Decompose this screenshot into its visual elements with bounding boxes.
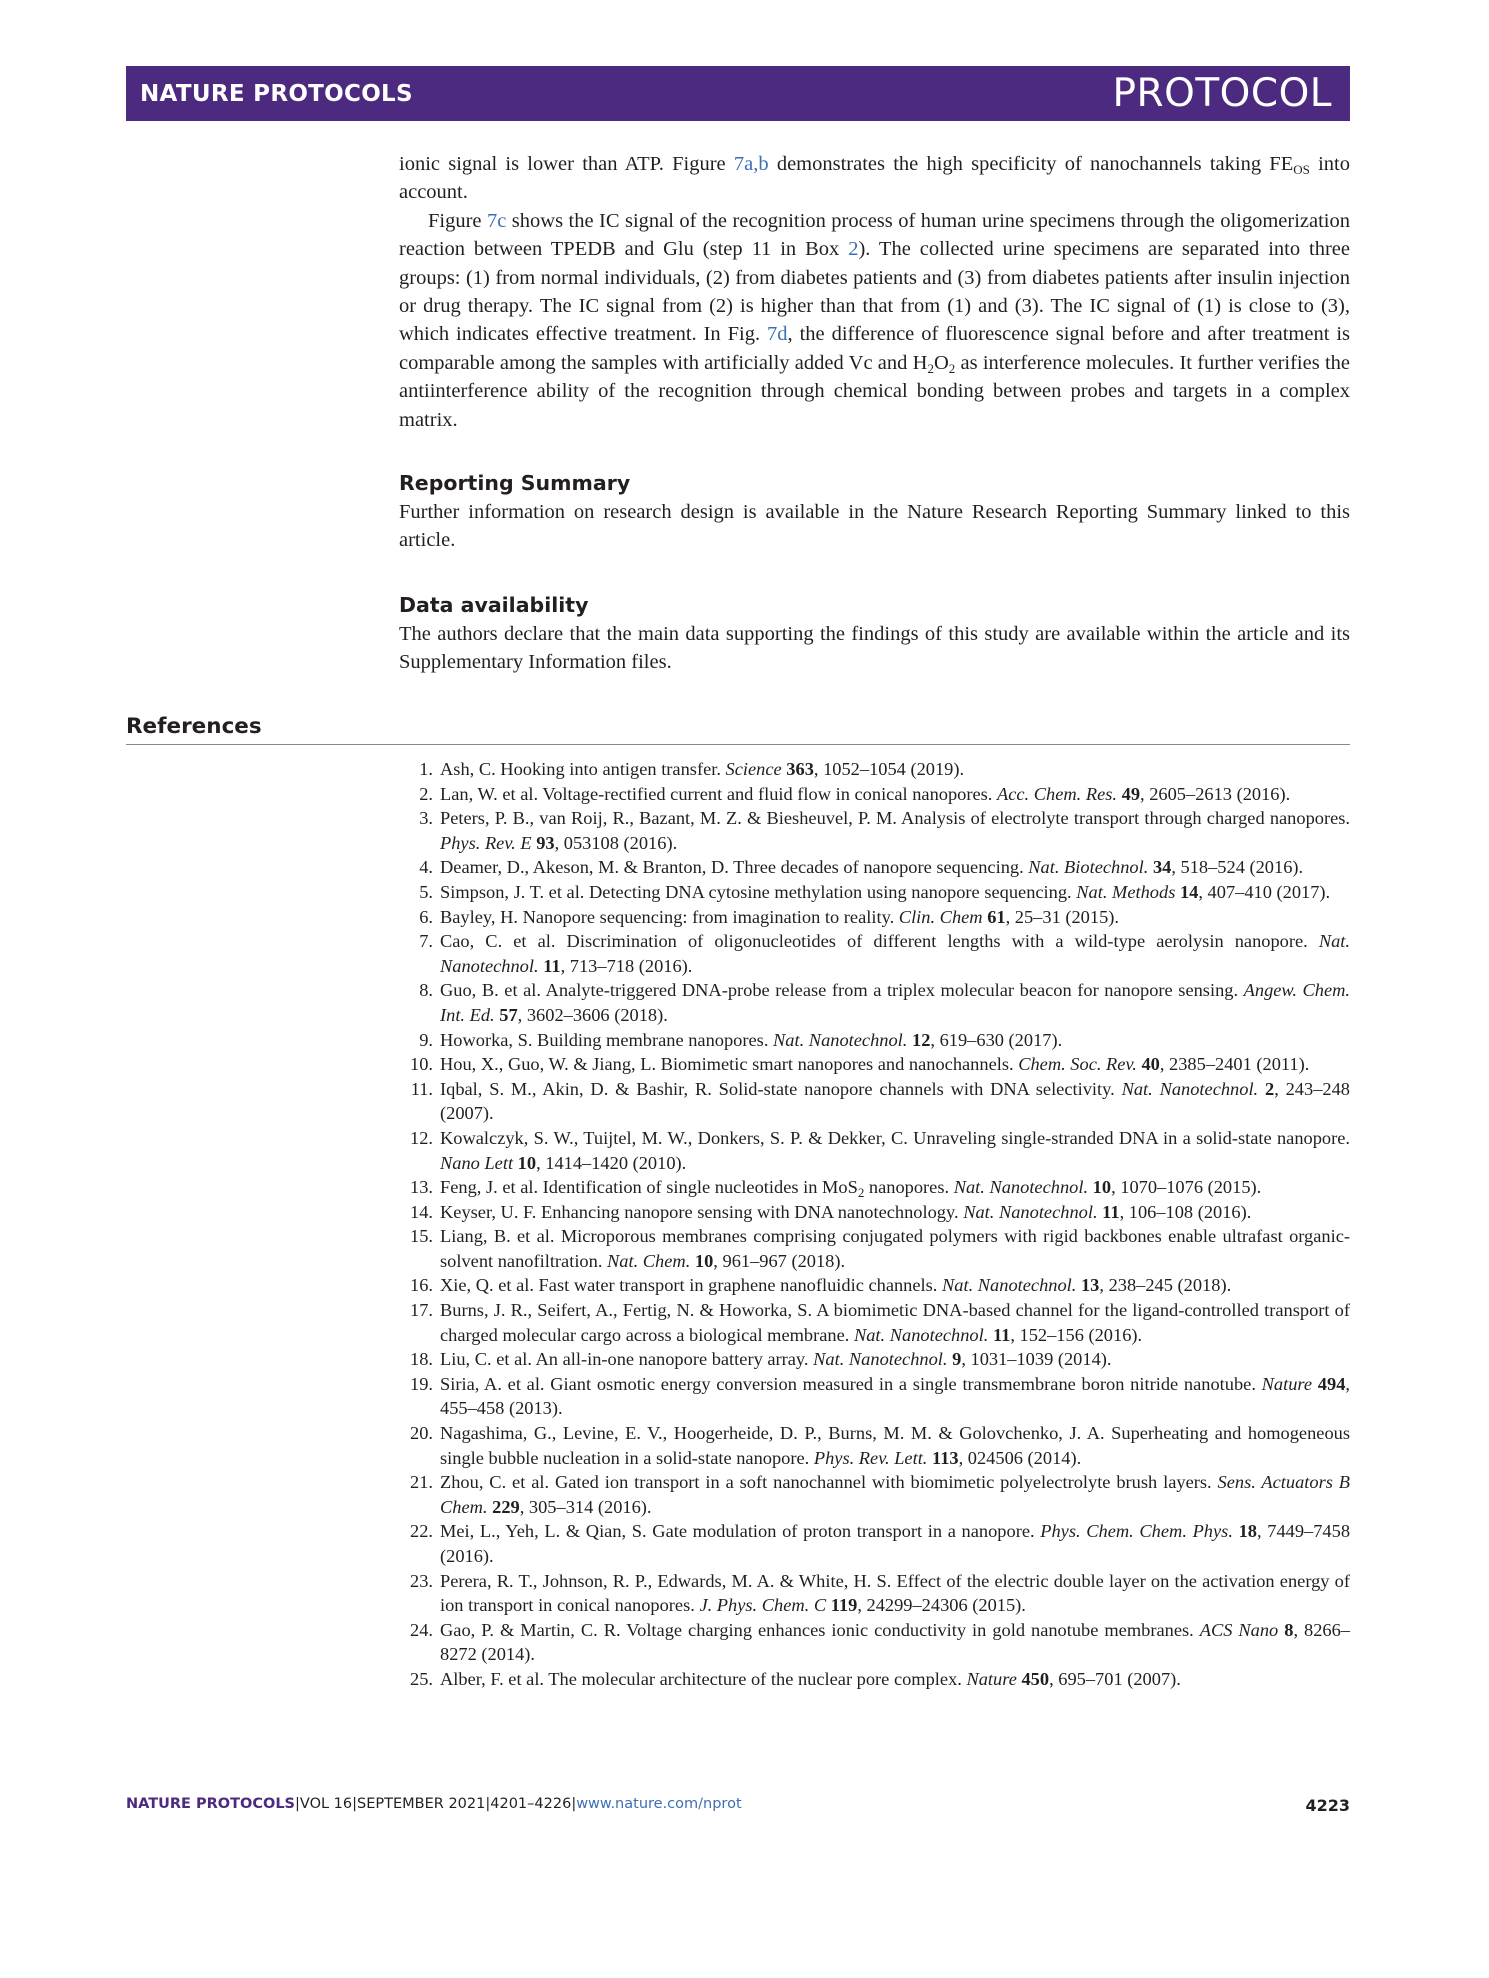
reference-text: Peters, P. B., van Roij, R., Bazant, M. Z. & Biesheuvel, P. M. Analysis of electrolyte transport through charged nanopores. Phys. Rev. E 93, 053108 (2016).	[440, 808, 1350, 853]
reference-number: 24.	[410, 1619, 433, 1640]
reference-text: Lan, W. et al. Voltage-rectified current and fluid flow in conical nanopores. Acc. Chem. Res. 49, 2605–2613 (2016).	[440, 783, 1291, 804]
reference-number: 20.	[410, 1423, 433, 1444]
data-availability-text	[399, 620, 1350, 677]
reference-number: 13.	[410, 1177, 433, 1198]
footer-url-link[interactable]: www.nature.com/nprot	[576, 1796, 742, 1812]
reference-text: Bayley, H. Nanopore sequencing: from imagination to reality. Clin. Chem 61, 25–31 (2015).	[440, 906, 1119, 927]
reference-item	[399, 1126, 1350, 1175]
reference-item	[399, 1421, 1350, 1470]
reference-number: 5.	[419, 881, 433, 902]
reference-text: Liu, C. et al. An all-in-one nanopore battery array. Nat. Nanotechnol. 9, 1031–1039 (2014).	[440, 1349, 1112, 1370]
reference-item	[399, 1298, 1350, 1347]
reference-item	[399, 1372, 1350, 1421]
reporting-summary-text	[399, 498, 1350, 555]
reference-text: Cao, C. et al. Discrimination of oligonucleotides of different lengths with a wild-type aerolysin nanopore. Nat. Nanotechnol. 11, 713–718 (2016).	[440, 931, 1350, 976]
footer-volume: VOL 16	[299, 1796, 353, 1812]
paragraph-2: Figure 7c shows the IC signal of the recognition process of human urine specimens through the oligomerization reaction between TPEDB and Glu (step 11 in Box 2). The collected urine specimens are separated into three groups: (1) from normal individuals, (2) from diabetes patients and (3) from diabetes patients after insulin injection or drug therapy. The IC signal from (2) is higher than that from (1) and (3). The IC signal of (1) is close to (3), which indicates effective treatment. In Fig. 7d, the difference of fluorescence signal before and after treatment is comparable among the samples with artificially added Vc and $H_2O_2$ as interference molecules. It further verifies the antiinterference ability of the recognition through chemical bonding between probes and targets in a complex matrix.	[399, 209, 1351, 431]
reference-text: Kowalczyk, S. W., Tuijtel, M. W., Donkers, S. P. & Dekker, C. Unraveling single-stranded DNA in a solid-state nanopore. Nano Lett 10, 1414–1420 (2010).	[440, 1127, 1350, 1173]
reference-text: Iqbal, S. M., Akin, D. & Bashir, R. Solid-state nanopore channels with DNA selectivity. Nat. Nanotechnol. 2, 243–248 (2007).	[440, 1078, 1350, 1124]
reporting-summary-paragraph: Further information on research design is available in the Nature Research Reporting Summary linked to this article.	[399, 501, 1350, 552]
reference-text: Zhou, C. et al. Gated ion transport in a soft nanochannel with biomimetic polyelectrolyte brush layers. Sens. Actuators B Chem. 229, 305–314 (2016).	[440, 1472, 1351, 1517]
reference-item	[399, 1667, 1350, 1692]
reference-text: Guo, B. et al. Analyte-triggered DNA-probe release from a triplex molecular beacon for nanopore sensing. Angew. Chem. Int. Ed. 57, 3602–3606 (2018).	[440, 980, 1351, 1025]
reference-item	[399, 1273, 1350, 1298]
reference-number: 22.	[410, 1521, 433, 1542]
journal-banner	[126, 66, 1350, 121]
reference-item	[399, 855, 1350, 880]
reference-item	[399, 880, 1350, 905]
reference-text: Hou, X., Guo, W. & Jiang, L. Biomimetic smart nanopores and nanochannels. Chem. Soc. Rev. 40, 2385–2401 (2011).	[440, 1054, 1310, 1075]
reference-number: 15.	[410, 1226, 433, 1247]
footer-pages: 4201–4226	[490, 1796, 572, 1812]
reference-text: Mei, L., Yeh, L. & Qian, S. Gate modulation of proton transport in a nanopore. Phys. Chem. Chem. Phys. 18, 7449–7458 (2016).	[440, 1521, 1351, 1566]
reference-number: 1.	[419, 759, 433, 779]
reference-item	[399, 1200, 1350, 1225]
reference-number: 4.	[419, 857, 433, 878]
reference-text: Keyser, U. F. Enhancing nanopore sensing with DNA nanotechnology. Nat. Nanotechnol. 11, 106–108 (2016).	[440, 1201, 1252, 1222]
reference-number: 25.	[410, 1668, 433, 1689]
reference-list	[399, 757, 1350, 1692]
reference-text: Nagashima, G., Levine, E. V., Hoogerheide, D. P., Burns, M. M. & Golovchenko, J. A. Superheating and homogeneous single bubble nucleation in a solid-state nanopore. Phys. Rev. Lett. 113, 024506 (2014).	[440, 1423, 1350, 1468]
reference-item	[399, 1569, 1350, 1618]
reference-number: 10.	[410, 1054, 433, 1075]
reference-item	[399, 806, 1350, 855]
reference-item	[399, 782, 1350, 807]
reference-number: 18.	[410, 1349, 433, 1370]
reference-number: 8.	[419, 980, 433, 1001]
reference-text: Simpson, J. T. et al. Detecting DNA cytosine methylation using nanopore sequencing. Nat. Methods 14, 407–410 (2017).	[440, 881, 1331, 902]
reference-item	[399, 1028, 1350, 1053]
reference-number: 9.	[419, 1029, 433, 1050]
reference-text: Deamer, D., Akeson, M. & Branton, D. Three decades of nanopore sequencing. Nat. Biotechnol. 34, 518–524 (2016).	[440, 857, 1304, 878]
reference-number: 12.	[410, 1127, 433, 1148]
reporting-summary-heading: Reporting Summary	[399, 471, 631, 495]
figure-link[interactable]: 7a,b	[733, 153, 769, 175]
article-type: PROTOCOL	[1112, 71, 1332, 116]
reference-text: Siria, A. et al. Giant osmotic energy conversion measured in a single transmembrane boron nitride nanotube. Nature 494, 455–458 (2013).	[440, 1373, 1350, 1419]
reference-number: 21.	[410, 1472, 433, 1493]
reference-item	[399, 1224, 1350, 1273]
reference-item	[399, 978, 1350, 1027]
data-availability-paragraph: The authors declare that the main data supporting the findings of this study are available within the article and its Supplementary Information files.	[399, 623, 1350, 674]
page-number: 4223	[1305, 1796, 1350, 1815]
footer-citation: NATURE PROTOCOLS|VOL 16|SEPTEMBER 2021|4201–4226|www.nature.com/nprot	[126, 1796, 742, 1812]
reference-number: 2.	[419, 783, 433, 804]
reference-item	[399, 1519, 1350, 1568]
reference-text: Xie, Q. et al. Fast water transport in graphene nanofluidic channels. Nat. Nanotechnol. 13, 238–245 (2018).	[440, 1275, 1232, 1296]
reference-number: 7.	[419, 931, 433, 952]
reference-item	[399, 1052, 1350, 1077]
page-footer	[126, 1796, 1350, 1815]
reference-number: 17.	[410, 1300, 433, 1321]
journal-name: NATURE PROTOCOLS	[140, 80, 413, 107]
reference-text: Alber, F. et al. The molecular architecture of the nuclear pore complex. Nature 450, 695–701 (2007).	[440, 1668, 1181, 1689]
footer-date: SEPTEMBER 2021	[357, 1796, 486, 1812]
figure-link[interactable]: 2	[848, 238, 859, 261]
reference-text: Ash, C. Hooking into antigen transfer. Science 363, 1052–1054 (2019).	[440, 759, 965, 779]
reference-number: 23.	[410, 1570, 433, 1591]
reference-text: Perera, R. T., Johnson, R. P., Edwards, M. A. & White, H. S. Effect of the electric double layer on the activation energy of ion transport in conical nanopores. J. Phys. Chem. C 119, 24299–24306 (2015).	[440, 1570, 1350, 1616]
reference-number: 14.	[410, 1201, 433, 1222]
figure-link[interactable]: 7d	[767, 323, 788, 346]
paragraph-1: ionic signal is lower than ATP. Figure 7a,b demonstrates the high specificity of nanochannels taking $FE_{OS}$ into account.	[399, 153, 1350, 204]
reference-number: 16.	[410, 1275, 433, 1296]
reference-number: 11.	[410, 1078, 433, 1099]
reference-item	[399, 1618, 1350, 1667]
footer-journal: NATURE PROTOCOLS	[126, 1796, 296, 1812]
reference-item	[399, 1077, 1350, 1126]
body-text	[399, 150, 1350, 434]
reference-item	[399, 1175, 1350, 1200]
reference-item	[399, 1347, 1350, 1372]
data-availability-heading: Data availability	[399, 593, 589, 617]
reference-text: Burns, J. R., Seifert, A., Fertig, N. & Howorka, S. A biomimetic DNA-based channel for the ligand-controlled transport of charged molecular cargo across a biological membrane. Nat. Nanotechnol. 11, 152–156 (2016).	[440, 1300, 1350, 1345]
reference-number: 3.	[419, 808, 433, 829]
reference-text: Feng, J. et al. Identification of single nucleotides in MoS$_2$ nanopores. Nat. Nanotechnol. 10, 1070–1076 (2015).	[440, 1177, 1262, 1201]
reference-item	[399, 757, 1350, 782]
reference-number: 6.	[419, 906, 433, 927]
reference-item	[399, 1470, 1350, 1519]
references-heading: References	[126, 714, 262, 739]
references-divider	[126, 744, 1350, 745]
reference-number: 19.	[410, 1373, 433, 1394]
reference-item	[399, 929, 1350, 978]
reference-text: Howorka, S. Building membrane nanopores. Nat. Nanotechnol. 12, 619–630 (2017).	[440, 1029, 1063, 1050]
reference-item	[399, 905, 1350, 930]
reference-text: Gao, P. & Martin, C. R. Voltage charging enhances ionic conductivity in gold nanotube membranes. ACS Nano 8, 8266–8272 (2014).	[440, 1619, 1351, 1665]
figure-link[interactable]: 7c	[486, 209, 507, 232]
reference-text: Liang, B. et al. Microporous membranes comprising conjugated polymers with rigid backbones enable ultrafast organic-solvent nanofiltration. Nat. Chem. 10, 961–967 (2018).	[440, 1226, 1350, 1271]
